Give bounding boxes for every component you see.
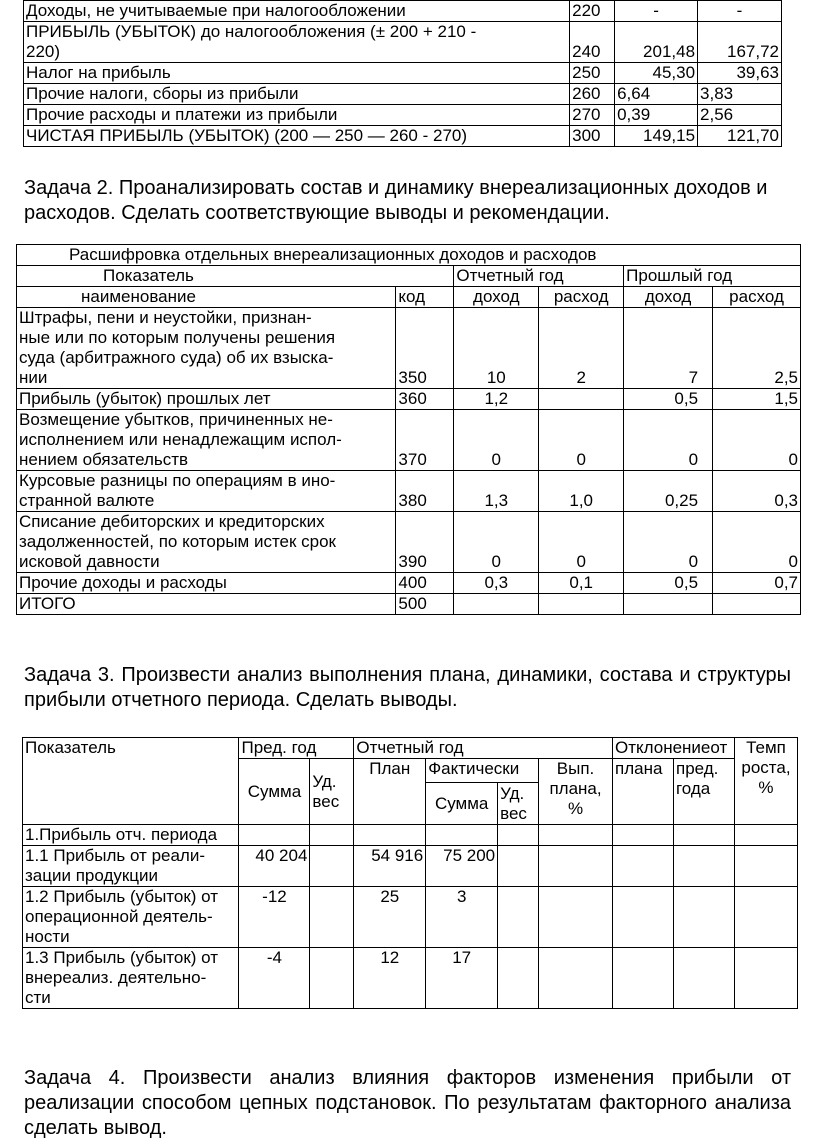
task-2-text: Задача 2. Проанализировать состав и динамику внереализационных доходов и расходов. Сделать соответствующие выводы и рекомендации.: [24, 177, 768, 224]
cell: 17: [426, 948, 498, 1009]
row-name: Налог на прибыль: [24, 63, 570, 84]
col-income: доход: [454, 287, 539, 308]
col-expense: расход: [713, 287, 801, 308]
row-value-current: 149,15: [615, 126, 698, 147]
cell: [734, 825, 797, 846]
non-operating-table: [16, 244, 801, 615]
col-income: доход: [624, 287, 713, 308]
cell: 0,5: [624, 573, 713, 594]
header-row: [17, 266, 801, 287]
col-reporting-year: Отчетный год: [454, 266, 624, 287]
row-value-previous: 3,83: [698, 84, 782, 105]
row-code: 220: [570, 1, 615, 22]
row-name: 1.1 Прибыль от реали- зации продукции: [23, 846, 239, 887]
row-name: Списание дебиторских и кредиторских задолженностей, по которым истек срок исковой давности: [17, 512, 396, 573]
cell: [539, 594, 624, 615]
row-code: 390: [396, 512, 454, 573]
row-value-previous: 167,72: [698, 22, 782, 63]
col-sum: Сумма: [239, 759, 310, 825]
cell: [539, 389, 624, 410]
row-name: 1.Прибыль отч. периода: [23, 825, 239, 846]
row-code: 350: [396, 308, 454, 389]
table-title-row: [17, 245, 801, 266]
cell: [734, 948, 797, 1009]
profit-table: [23, 0, 782, 147]
cell: [498, 825, 539, 846]
cell: -4: [239, 948, 310, 1009]
cell: 3: [426, 887, 498, 948]
cell: 7: [624, 308, 713, 389]
row-name: Прибыль (убыток) прошлых лет: [17, 389, 396, 410]
row-value-current: 201,48: [615, 22, 698, 63]
col-dev-plan: плана: [613, 759, 674, 825]
cell: 1,3: [454, 471, 539, 512]
row-code: 360: [396, 389, 454, 410]
row-name: Прочие доходы и расходы: [17, 573, 396, 594]
cell: 0: [713, 512, 801, 573]
table-row-total: [17, 594, 801, 615]
cell: [454, 594, 539, 615]
cell: [734, 887, 797, 948]
cell: [539, 887, 613, 948]
cell: 54 916: [354, 846, 426, 887]
cell: [613, 846, 674, 887]
row-code: 240: [570, 22, 615, 63]
row-code: 380: [396, 471, 454, 512]
col-actual-share: Уд. вес: [498, 783, 539, 825]
table-row: [17, 308, 801, 389]
cell: 0,3: [454, 573, 539, 594]
row-code: 270: [570, 105, 615, 126]
profit-analysis-table: [22, 737, 798, 1009]
cell: 2: [539, 308, 624, 389]
cell: 1,0: [539, 471, 624, 512]
col-prev-year: Пред. год: [239, 738, 354, 759]
cell: [310, 825, 354, 846]
row-name: 1.2 Прибыль (убыток) от операционной деятель- ности: [23, 887, 239, 948]
row-name: ЧИСТАЯ ПРИБЫЛЬ (УБЫТОК) (200 — 250 — 260 - 270): [24, 126, 570, 147]
row-value-previous: 121,70: [698, 126, 782, 147]
table-row: [17, 410, 801, 471]
cell: 12: [354, 948, 426, 1009]
col-actual: Фактически: [426, 759, 539, 783]
table-row: [24, 63, 782, 84]
row-code: 400: [396, 573, 454, 594]
col-growth: Темп роста, %: [734, 738, 797, 825]
col-plan: План: [354, 759, 426, 825]
row-name: Прочие налоги, сборы из прибыли: [24, 84, 570, 105]
table-row: [24, 84, 782, 105]
cell: [673, 948, 734, 1009]
cell: [539, 825, 613, 846]
cell: 0: [539, 512, 624, 573]
cell: 0: [713, 410, 801, 471]
cell: [310, 887, 354, 948]
cell: 0: [624, 410, 713, 471]
table-row: [17, 573, 801, 594]
row-name: ИТОГО: [17, 594, 396, 615]
cell: 0,25: [624, 471, 713, 512]
col-indicator: Показатель: [23, 738, 239, 825]
cell: 0: [624, 512, 713, 573]
cell: [426, 825, 498, 846]
cell: [539, 846, 613, 887]
cell: [613, 825, 674, 846]
row-name: 1.3 Прибыль (убыток) от внереализ. деятельно- сти: [23, 948, 239, 1009]
table-row: [23, 948, 798, 1009]
cell: -12: [239, 887, 310, 948]
table-row: [23, 846, 798, 887]
row-code: 250: [570, 63, 615, 84]
row-value-current: 0,39: [615, 105, 698, 126]
col-reporting-year: Отчетный год: [354, 738, 613, 759]
cell: 25: [354, 887, 426, 948]
table-row: [23, 825, 798, 846]
table-row: [17, 471, 801, 512]
col-name: наименование: [17, 287, 396, 308]
cell: [310, 948, 354, 1009]
col-previous-year: Прошлый год: [624, 266, 801, 287]
table-row: [24, 105, 782, 126]
cell: 2,5: [713, 308, 801, 389]
cell: 0: [454, 410, 539, 471]
task-4-text: Задача 4. Произвести анализ влияния факторов изменения прибыли от реализации способом цепных подстановок. По результатам факторного анализа сделать вывод.: [24, 1067, 791, 1139]
table-row: [17, 512, 801, 573]
col-deviation: Отклонениеот: [613, 738, 735, 759]
cell: [613, 887, 674, 948]
cell: [310, 846, 354, 887]
cell: 40 204: [239, 846, 310, 887]
cell: [354, 825, 426, 846]
col-expense: расход: [539, 287, 624, 308]
cell: [498, 948, 539, 1009]
cell: [673, 825, 734, 846]
row-code: 300: [570, 126, 615, 147]
header-row: [23, 738, 798, 759]
col-actual-sum: Сумма: [426, 783, 498, 825]
cell: [624, 594, 713, 615]
col-indicator: Показатель: [17, 266, 454, 287]
cell: [498, 887, 539, 948]
cell: 0,3: [713, 471, 801, 512]
cell: 75 200: [426, 846, 498, 887]
row-name: Штрафы, пени и неустойки, признан- ные или по которым получены решения суда (арбитражного суда) об их взыска- нии: [17, 308, 396, 389]
table-row: [23, 887, 798, 948]
cell: 0: [454, 512, 539, 573]
col-execution: Вып. плана, %: [539, 759, 613, 825]
row-value-current: -: [615, 1, 698, 22]
cell: 1,2: [454, 389, 539, 410]
cell: 1,5: [713, 389, 801, 410]
row-code: 260: [570, 84, 615, 105]
table-row: [17, 389, 801, 410]
col-code: код: [396, 287, 454, 308]
cell: 0,7: [713, 573, 801, 594]
cell: [734, 846, 797, 887]
row-value-previous: -: [698, 1, 782, 22]
col-share: Уд. вес: [310, 759, 354, 825]
row-value-previous: 2,56: [698, 105, 782, 126]
row-name: Прочие расходы и платежи из прибыли: [24, 105, 570, 126]
row-value-current: 6,64: [615, 84, 698, 105]
row-code: 370: [396, 410, 454, 471]
table-row: [24, 126, 782, 147]
cell: [539, 948, 613, 1009]
cell: 0,1: [539, 573, 624, 594]
table-row: [24, 22, 782, 63]
cell: [673, 887, 734, 948]
cell: [673, 846, 734, 887]
row-code: 500: [396, 594, 454, 615]
col-dev-prev: пред. года: [673, 759, 734, 825]
cell: [239, 825, 310, 846]
cell: [613, 948, 674, 1009]
row-name: Доходы, не учитываемые при налогообложении: [24, 1, 570, 22]
table-row: [24, 1, 782, 22]
row-value-previous: 39,63: [698, 63, 782, 84]
row-value-current: 45,30: [615, 63, 698, 84]
table-title: Расшифровка отдельных внереализационных доходов и расходов: [17, 245, 801, 266]
cell: [498, 846, 539, 887]
row-name: Возмещение убытков, причиненных не- исполнением или ненадлежащим испол- нением обязательств: [17, 410, 396, 471]
row-name: Курсовые разницы по операциям в ино- странной валюте: [17, 471, 396, 512]
task-3-text: Задача 3. Произвести анализ выполнения плана, динамики, состава и структуры прибыли отчетного периода. Сделать выводы.: [24, 664, 791, 711]
cell: 0,5: [624, 389, 713, 410]
cell: [713, 594, 801, 615]
row-name: ПРИБЫЛЬ (УБЫТОК) до налогообложения (± 200 + 210 - 220): [24, 22, 570, 63]
header-row: [17, 287, 801, 308]
cell: 0: [539, 410, 624, 471]
cell: 10: [454, 308, 539, 389]
